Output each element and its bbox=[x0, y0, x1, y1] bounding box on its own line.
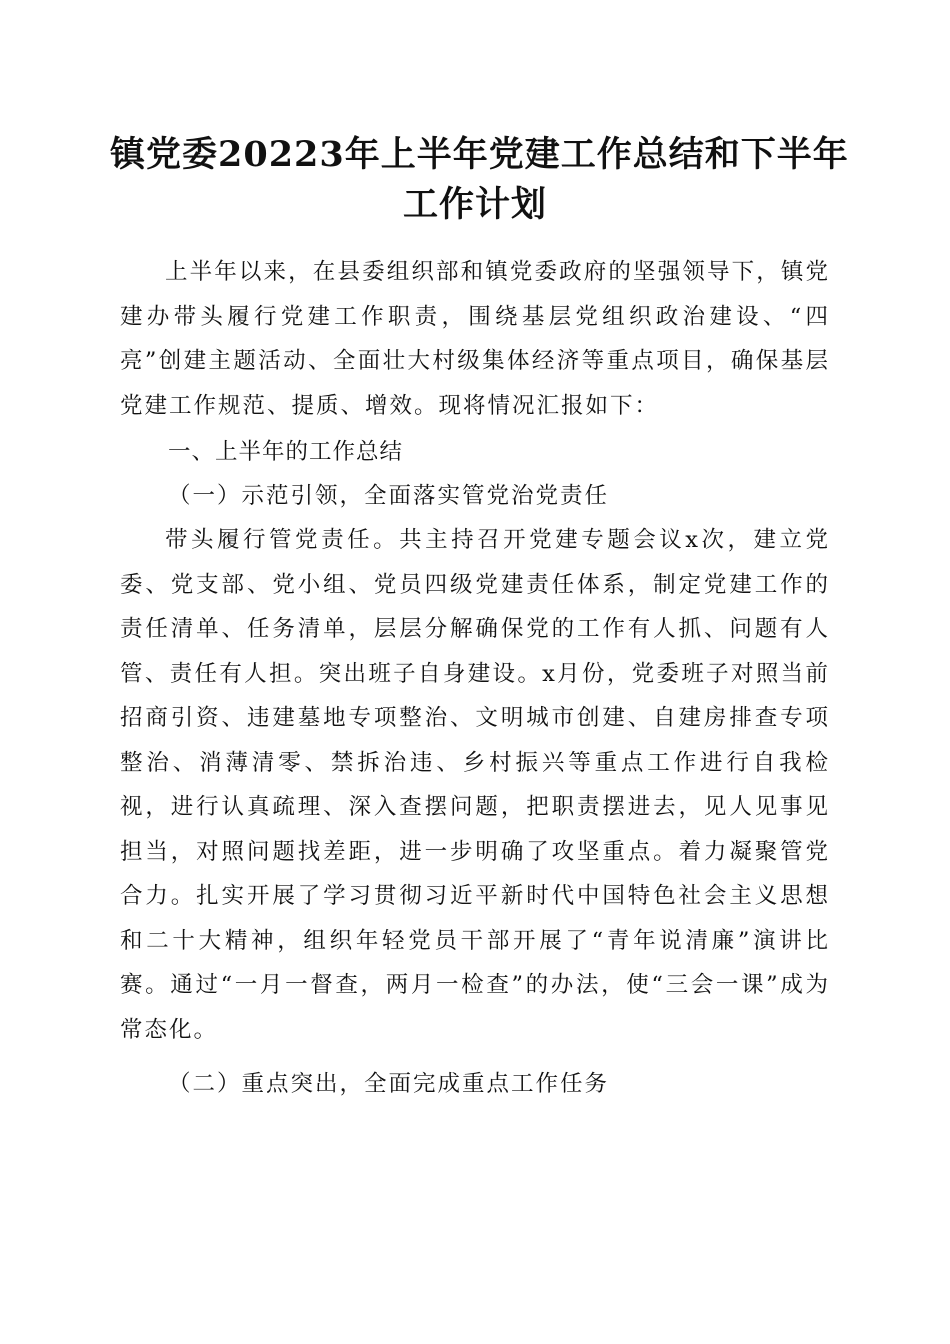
document-body bbox=[120, 250, 830, 1106]
subsection-heading-2: （二）重点突出，全面完成重点工作任务 bbox=[168, 1071, 610, 1097]
document-title bbox=[110, 130, 849, 230]
subsection-1-paragraph: 带头履行管党责任。共主持召开党建专题会议x次，建立党委、党支部、党小组、党员四级党建责任体系，制定党建工作的责任清单、任务清单，层层分解确保党的工作有人抓、问题有人管、责任有人担。突出班子自身建设。x月份，党委班子对照当前招商引资、违建墓地专项整治、文明城市创建、自建房排查专项整治、消薄清零、禁拆治违、乡村振兴等重点工作进行自我检视，进行认真疏理、深入查摆问题，把职责摆进去，见人见事见担当，对照问题找差距，进一步明确了攻坚重点。着力凝聚管党合力。扎实开展了学习贯彻习近平新时代中国特色社会主义思想和二十大精神，组织年轻党员干部开展了“青年说清廉”演讲比赛。通过“一月一督查，两月一检查”的办法，使“三会一课”成为常态化。 bbox=[120, 527, 830, 1043]
title-line-1: 镇党委20223年上半年党建工作总结和下半年 bbox=[110, 134, 849, 175]
title-line-2: 工作计划 bbox=[402, 184, 547, 225]
intro-paragraph: 上半年以来，在县委组织部和镇党委政府的坚强领导下，镇党建办带头履行党建工作职责，围绕基层党组织政治建设、“四亮”创建主题活动、全面壮大村级集体经济等重点项目，确保基层党建工作规范、提质、增效。现将情况汇报如下： bbox=[120, 259, 830, 419]
section-heading-1: 一、上半年的工作总结 bbox=[168, 439, 404, 465]
subsection-heading-1: （一）示范引领，全面落实管党治党责任 bbox=[168, 483, 610, 509]
